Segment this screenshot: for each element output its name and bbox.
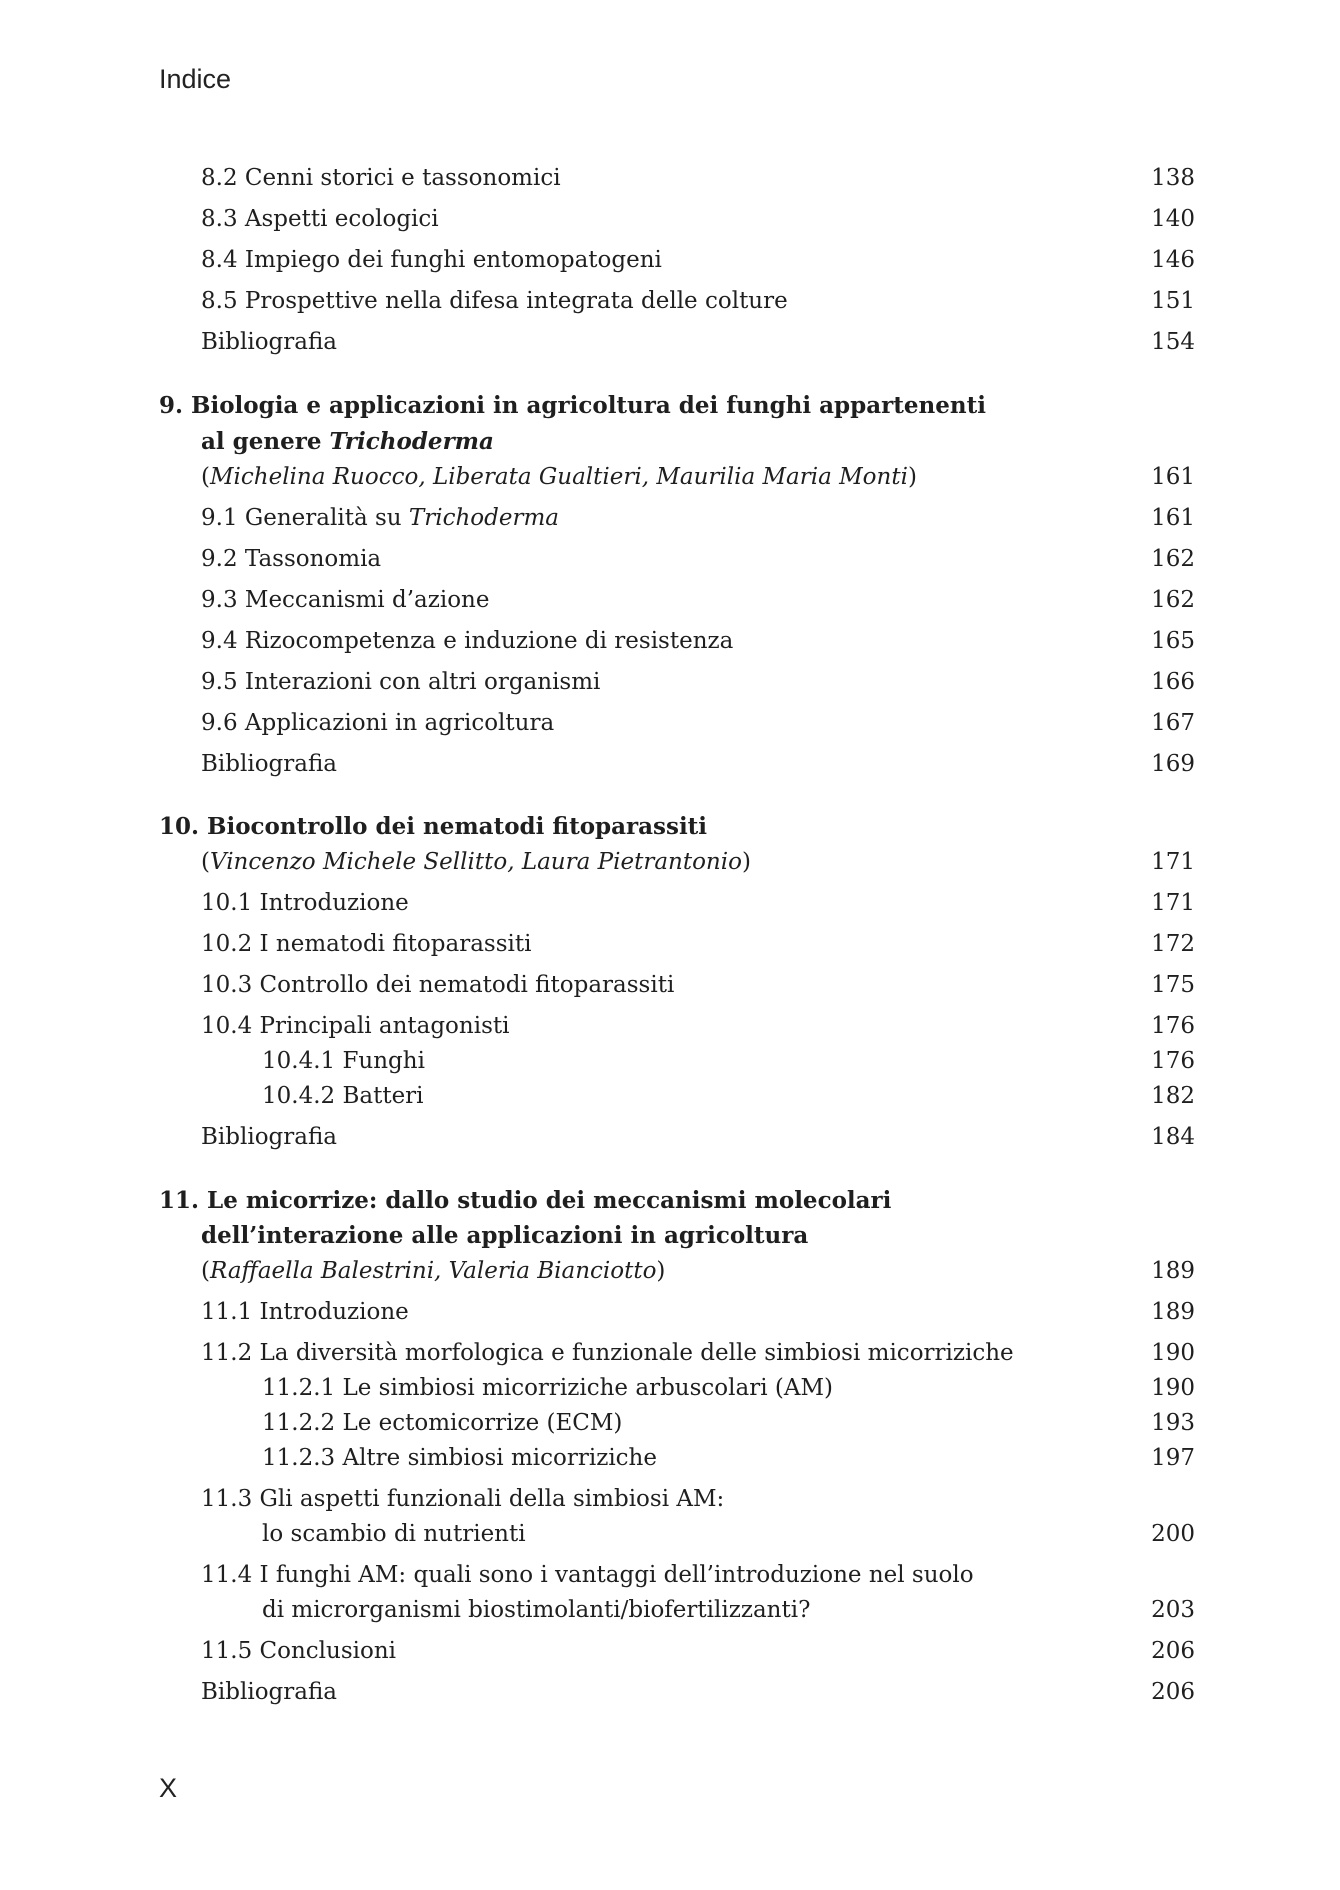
chapter-11-title: 11. Le micorrize: dallo studio dei meccanismi molecolari xyxy=(159,1187,892,1214)
toc-entry-page: 182 xyxy=(1151,1083,1195,1109)
toc-entry-page: 193 xyxy=(1151,1410,1195,1436)
toc-entry-page: 151 xyxy=(1151,288,1195,314)
toc-entry-11-3 xyxy=(0,1482,1340,1516)
toc-entry-9-2 xyxy=(0,542,1340,576)
toc-entry-title: 8.4 Impiego dei funghi entomopatogeni xyxy=(201,247,662,273)
chapter-9-title: 9. Biologia e applicazioni in agricoltura dei funghi appartenenti xyxy=(159,392,986,419)
toc-entry-9-3 xyxy=(0,583,1340,617)
toc-entry-10-4-2 xyxy=(0,1079,1340,1113)
toc-entry-8-5 xyxy=(0,284,1340,318)
toc-entry-page: 190 xyxy=(1151,1340,1195,1366)
toc-entry-page: 162 xyxy=(1151,546,1195,572)
chapter-10-authors: (Vincenzo Michele Sellitto, Laura Pietrantonio) 171 xyxy=(0,845,1340,879)
chapter-11-title-line2: dell’interazione alle applicazioni in agricoltura xyxy=(201,1222,809,1249)
toc-entry-title: di microrganismi biostimolanti/biofertilizzanti? xyxy=(262,1597,811,1623)
toc-entry-10-1 xyxy=(0,886,1340,920)
toc-entry-title: 11.2.1 Le simbiosi micorriziche arbuscolari (AM) xyxy=(262,1375,833,1401)
chapter-9-authors: (Michelina Ruocco, Liberata Gualtieri, Maurilia Maria Monti) 161 xyxy=(0,460,1340,494)
toc-entry-8-2 xyxy=(0,161,1340,195)
toc-entry-10-bibliografia xyxy=(0,1120,1340,1154)
toc-entry-title: 10.3 Controllo dei nematodi fitoparassiti xyxy=(201,972,675,998)
toc-entry-page: 169 xyxy=(1151,751,1195,777)
toc-entry-11-bibliografia xyxy=(0,1675,1340,1709)
toc-entry-page: 140 xyxy=(1151,206,1195,232)
toc-entry-page: 184 xyxy=(1151,1124,1195,1150)
toc-entry-page: 206 xyxy=(1151,1679,1195,1705)
toc-entry-9-5 xyxy=(0,665,1340,699)
toc-entry-title: 11.2 La diversità morfologica e funzionale delle simbiosi micorriziche xyxy=(201,1340,1014,1366)
toc-entry-11-5 xyxy=(0,1634,1340,1668)
toc-entry-8-bibliografia xyxy=(0,325,1340,359)
toc-entry-title: 10.4 Principali antagonisti xyxy=(201,1013,510,1039)
toc-entry-title: 11.1 Introduzione xyxy=(201,1299,409,1325)
toc-entry-9-6 xyxy=(0,706,1340,740)
toc-entry-page: 189 xyxy=(1151,1258,1195,1284)
toc-entry-page: 146 xyxy=(1151,247,1195,273)
toc-entry-page: 154 xyxy=(1151,329,1195,355)
toc-entry-title: 11.2.2 Le ectomicorrize (ECM) xyxy=(262,1410,623,1436)
toc-entry-page: 165 xyxy=(1151,628,1195,654)
toc-entry-title: 11.2.3 Altre simbiosi micorriziche xyxy=(262,1445,657,1471)
toc-entry-11-1 xyxy=(0,1295,1340,1329)
chapter-11-authors: (Raffaella Balestrini, Valeria Bianciotto) 189 xyxy=(0,1254,1340,1288)
toc-entry-page: 171 xyxy=(1151,849,1195,875)
running-head: Indice xyxy=(159,64,232,94)
toc-entry-title: 8.2 Cenni storici e tassonomici xyxy=(201,165,561,191)
page-number: X xyxy=(159,1773,178,1803)
toc-entry-title: 8.3 Aspetti ecologici xyxy=(201,206,439,232)
toc-entry-title: 11.4 I funghi AM: quali sono i vantaggi dell’introduzione nel suolo xyxy=(201,1562,974,1588)
toc-entry-page: 167 xyxy=(1151,710,1195,736)
toc-entry-title: 9.5 Interazioni con altri organismi xyxy=(201,669,601,695)
toc-entry-title: 9.4 Rizocompetenza e induzione di resistenza xyxy=(201,628,734,654)
toc-entry-title: 9.3 Meccanismi d’azione xyxy=(201,587,490,613)
toc-entry-title: 11.3 Gli aspetti funzionali della simbiosi AM: xyxy=(201,1486,725,1512)
toc-entry-11-4-line2 xyxy=(0,1593,1340,1627)
toc-entry-page: 176 xyxy=(1151,1013,1195,1039)
toc-entry-8-3 xyxy=(0,202,1340,236)
toc-entry-10-3 xyxy=(0,968,1340,1002)
toc-entry-page: 176 xyxy=(1151,1048,1195,1074)
toc-entry-10-4 xyxy=(0,1009,1340,1043)
toc-entry-title: 11.5 Conclusioni xyxy=(201,1638,397,1664)
toc-entry-page: 166 xyxy=(1151,669,1195,695)
toc-entry-page: 200 xyxy=(1151,1521,1195,1547)
toc-entry-9-bibliografia xyxy=(0,747,1340,781)
toc-entry-title: Bibliografia xyxy=(201,329,338,355)
toc-entry-9-4 xyxy=(0,624,1340,658)
toc-entry-title: Bibliografia xyxy=(201,1124,338,1150)
toc-entry-page: 189 xyxy=(1151,1299,1195,1325)
toc-entry-page: 171 xyxy=(1151,890,1195,916)
toc-entry-page: 190 xyxy=(1151,1375,1195,1401)
toc-entry-title: 9.2 Tassonomia xyxy=(201,546,382,572)
toc-entry-10-4-1 xyxy=(0,1044,1340,1078)
toc-entry-11-2-1 xyxy=(0,1371,1340,1405)
toc-entry-8-4 xyxy=(0,243,1340,277)
toc-entry-11-2-3 xyxy=(0,1441,1340,1475)
toc-entry-page: 138 xyxy=(1151,165,1195,191)
toc-entry-page: 161 xyxy=(1151,464,1195,490)
toc-entry-page: 162 xyxy=(1151,587,1195,613)
toc-entry-page: 203 xyxy=(1151,1597,1195,1623)
toc-entry-page: 175 xyxy=(1151,972,1195,998)
chapter-10-title: 10. Biocontrollo dei nematodi fitoparassiti xyxy=(159,813,708,840)
toc-entry-title: 8.5 Prospettive nella difesa integrata delle colture xyxy=(201,288,788,314)
toc-entry-11-4 xyxy=(0,1558,1340,1592)
toc-entry-9-1 xyxy=(0,501,1340,535)
toc-entry-page: 172 xyxy=(1151,931,1195,957)
toc-entry-title: Bibliografia xyxy=(201,1679,338,1705)
toc-entry-11-2 xyxy=(0,1336,1340,1370)
toc-entry-title: 10.4.1 Funghi xyxy=(262,1048,425,1074)
toc-entry-page: 197 xyxy=(1151,1445,1195,1471)
toc-entry-page: 206 xyxy=(1151,1638,1195,1664)
toc-entry-title: lo scambio di nutrienti xyxy=(262,1521,526,1547)
toc-entry-page: 161 xyxy=(1151,505,1195,531)
toc-entry-11-2-2 xyxy=(0,1406,1340,1440)
toc-entry-title: Bibliografia xyxy=(201,751,338,777)
toc-entry-title: 9.1 Generalità su Trichoderma xyxy=(201,505,560,531)
toc-entry-title: 10.2 I nematodi fitoparassiti xyxy=(201,931,532,957)
toc-entry-10-2 xyxy=(0,927,1340,961)
toc-entry-title: 9.6 Applicazioni in agricoltura xyxy=(201,710,555,736)
toc-entry-title: 10.4.2 Batteri xyxy=(262,1083,424,1109)
chapter-9-title-line2: al genere Trichoderma xyxy=(201,428,494,455)
toc-entry-11-3-line2 xyxy=(0,1517,1340,1551)
toc-entry-title: 10.1 Introduzione xyxy=(201,890,409,916)
